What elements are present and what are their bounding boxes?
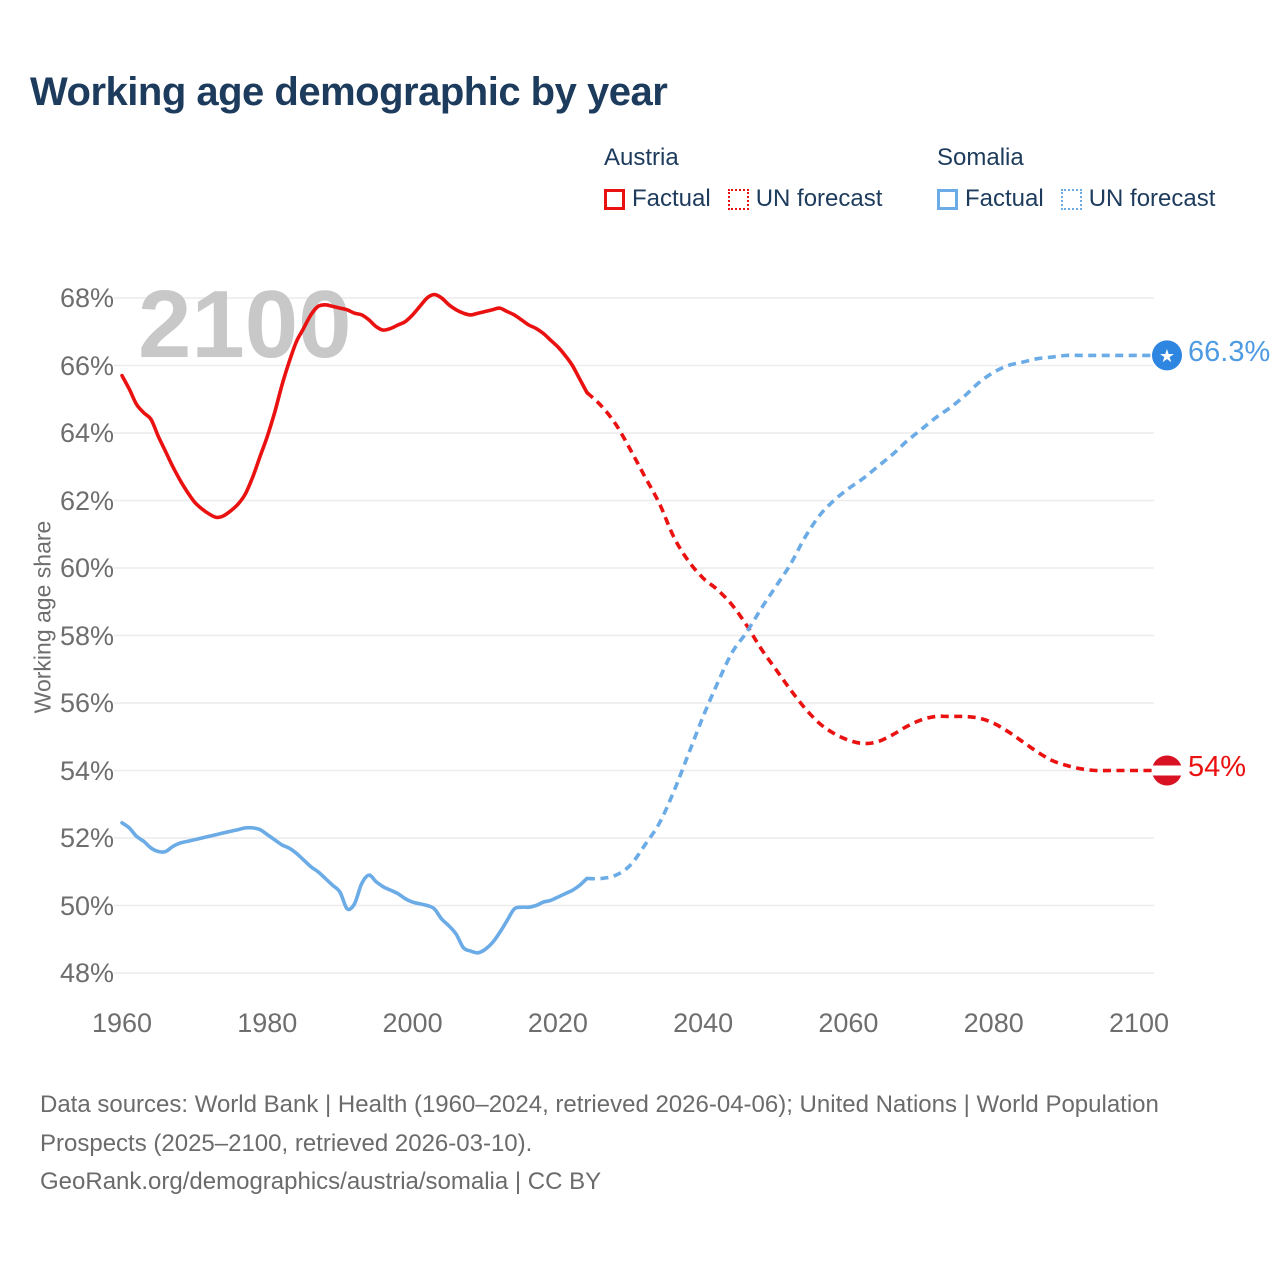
y-tick-label: 60%	[59, 553, 114, 583]
legend-label-somalia-factual: Factual	[965, 185, 1044, 212]
y-tick-label: 58%	[59, 620, 114, 651]
y-tick-label: 68%	[59, 283, 114, 313]
y-tick-label: 64%	[59, 418, 114, 448]
x-tick-label: 2100	[1108, 1008, 1170, 1038]
y-tick-label: 56%	[59, 688, 114, 718]
y-tick-label: 52%	[59, 823, 114, 853]
austria-forecast-line	[587, 393, 1152, 771]
x-tick-label: 2000	[382, 1008, 443, 1038]
watermark-year: 2100	[138, 271, 352, 378]
legend-label-somalia-forecast: UN forecast	[1088, 185, 1216, 212]
legend-label-austria-factual: Factual	[632, 185, 711, 212]
x-tick-label: 2020	[527, 1008, 588, 1038]
y-tick-label: 50%	[59, 890, 114, 921]
y-tick-label: 54%	[59, 755, 114, 786]
x-tick-label: 1960	[91, 1008, 153, 1038]
somalia-forecast-line	[587, 355, 1152, 879]
austria-flag-badge-icon	[1152, 756, 1182, 786]
x-tick-label: 2080	[963, 1008, 1024, 1038]
austria-end-label: 54%	[1188, 751, 1247, 783]
star-icon: ★	[1158, 345, 1176, 366]
x-tick-label: 2040	[673, 1008, 734, 1038]
x-tick-label: 2060	[818, 1008, 879, 1038]
y-tick-label: 66%	[59, 350, 114, 381]
legend-heading-somalia: Somalia	[937, 144, 1024, 171]
attribution-text: GeoRank.org/demographics/austria/somalia | CC BY	[40, 1168, 602, 1195]
y-axis-title: Working age share	[29, 520, 56, 714]
y-tick-label: 62%	[59, 485, 114, 516]
data-sources-text: Data sources: World Bank | Health (1960–2024, retrieved 2026-04-06); United Nations | World Population Prospects (2025–2100, retrieved 2026-03-10).	[40, 1091, 1159, 1157]
somalia-factual-line	[122, 823, 587, 953]
y-tick-label: 48%	[59, 958, 114, 988]
data-sources	[40, 1086, 1180, 1202]
legend-label-austria-forecast: UN forecast	[755, 185, 883, 212]
page-title: Working age demographic by year	[30, 70, 668, 114]
somalia-end-label: 66.3%	[1188, 336, 1271, 368]
x-tick-label: 1980	[237, 1008, 298, 1038]
legend-heading-austria: Austria	[604, 144, 679, 171]
